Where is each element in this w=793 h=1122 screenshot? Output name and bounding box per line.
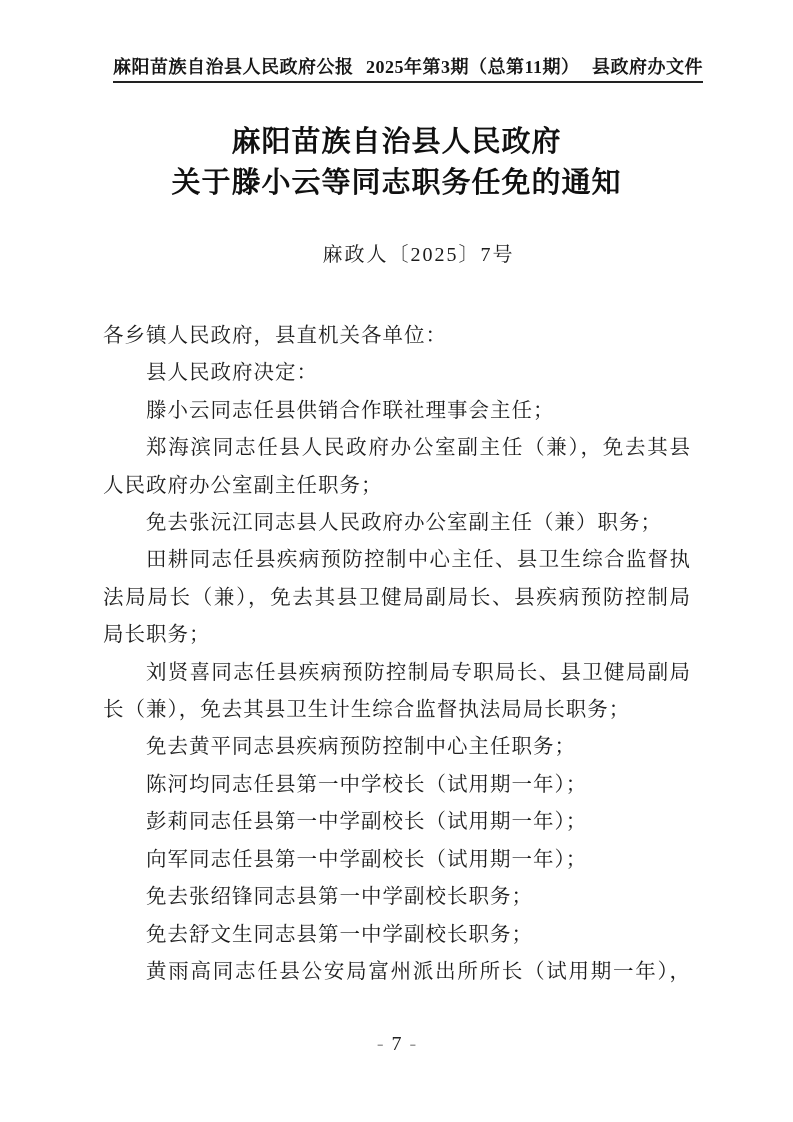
page-footer [0, 1031, 793, 1057]
footer-page-number: 7 [391, 1033, 402, 1055]
body-line: 各乡镇人民政府，县直机关各单位： [103, 325, 447, 347]
body-line: 向军同志任县第一中学副校长（试用期一年）； [146, 848, 588, 871]
body-line: 免去舒文生同志县第一中学副校长职务； [146, 923, 533, 946]
document-number: 麻政人〔2025〕7号 [322, 244, 515, 266]
body-line: 免去黄平同志县疾病预防控制中心主任职务； [146, 736, 576, 759]
body-line: 局长职务； [103, 624, 211, 647]
document-title [0, 122, 793, 204]
body-line: 田耕同志任县疾病预防控制中心主任、县卫生综合监督执 [146, 549, 691, 572]
footer-dash-right: - [409, 1033, 417, 1055]
document-body [103, 318, 691, 991]
body-line: 长（兼），免去其县卫生计生综合监督执法局局长职务； [103, 699, 631, 722]
body-line: 法局局长（兼），免去其县卫健局副局长、县疾病预防控制局 [103, 586, 691, 609]
body-line: 免去张沅江同志县人民政府办公室副主任（兼）职务； [146, 512, 662, 535]
header-document-category: 县政府办文件 [591, 57, 703, 77]
body-line: 滕小云同志任县供销合作联社理事会主任； [146, 399, 555, 422]
body-line: 县人民政府决定： [146, 362, 318, 385]
body-line: 陈河均同志任县第一中学校长（试用期一年）； [146, 773, 588, 796]
header-issue-info: 2025年第3期（总第11期） [365, 57, 580, 77]
page-header [113, 56, 703, 83]
body-line: 彭莉同志任县第一中学副校长（试用期一年）； [146, 811, 588, 834]
footer-dash-left: - [376, 1033, 384, 1055]
header-publication-title: 麻阳苗族自治县人民政府公报 [113, 57, 354, 77]
document-title-line1: 麻阳苗族自治县人民政府 [231, 126, 562, 158]
body-line: 刘贤喜同志任县疾病预防控制局专职局长、县卫健局副局 [146, 661, 691, 684]
body-line: 郑海滨同志任县人民政府办公室副主任（兼），免去其县 [146, 437, 691, 460]
body-line: 免去张绍锋同志县第一中学副校长职务； [146, 886, 533, 909]
body-line: 人民政府办公室副主任职务； [103, 474, 383, 497]
body-line: 黄雨高同志任县公安局富州派出所所长（试用期一年）， [146, 960, 691, 983]
document-title-line2: 关于滕小云等同志职务任免的通知 [171, 167, 622, 199]
